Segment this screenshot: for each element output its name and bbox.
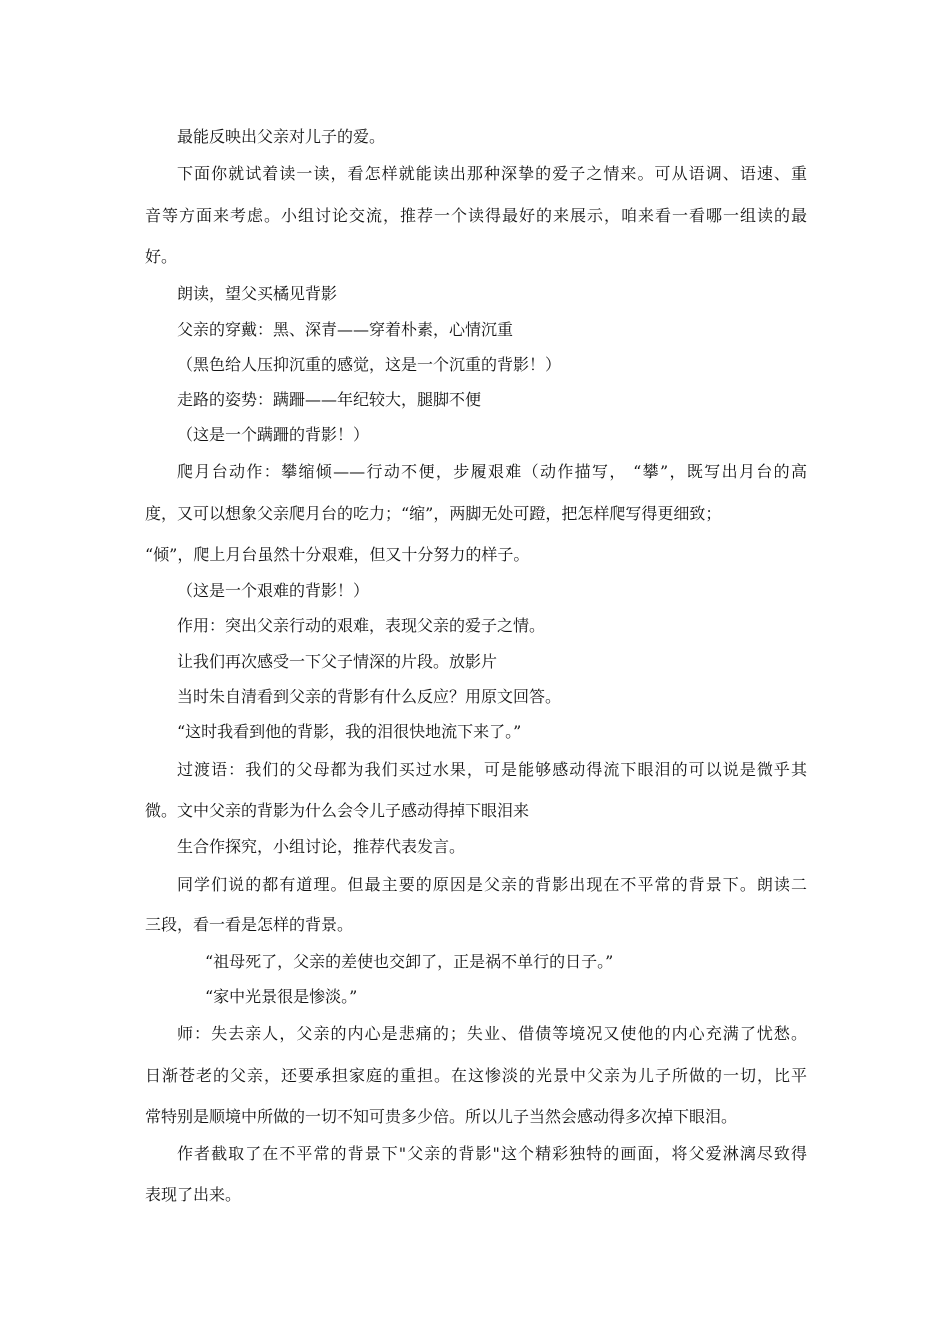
text-line-11: 度，又可以想象父亲爬月台的吃力；“缩”，两脚无处可蹬，把怎样爬写得更细致； bbox=[145, 504, 722, 523]
text-line-22: 三段，看一看是怎样的背景。 bbox=[145, 915, 354, 934]
text-line-24: “家中光景很是惨淡。” bbox=[205, 987, 358, 1006]
text-line-14: 作用：突出父亲行动的艰难，表现父亲的爱子之情。 bbox=[177, 616, 546, 635]
text-line-16: 当时朱自清看到父亲的背影有什么反应？用原文回答。 bbox=[177, 687, 562, 706]
text-line-2: 下面你就试着读一读，看怎样就能读出那种深挚的爱子之情来。可从语调、语速、重 bbox=[177, 164, 807, 183]
text-line-7: （黑色给人压抑沉重的感觉，这是一个沉重的背影！） bbox=[177, 355, 562, 374]
text-line-29: 表现了出来。 bbox=[145, 1185, 242, 1204]
text-line-13: （这是一个艰难的背影！） bbox=[177, 581, 370, 600]
text-line-10: 爬月台动作：攀缩倾——行动不便，步履艰难（动作描写， “攀”，既写出月台的高 bbox=[177, 462, 807, 481]
text-line-12: “倾”，爬上月台虽然十分艰难，但又十分努力的样子。 bbox=[145, 545, 530, 564]
text-line-23: “祖母死了，父亲的差使也交卸了，正是祸不单行的日子。” bbox=[205, 952, 614, 971]
text-line-19: 微。文中父亲的背影为什么会令儿子感动得掉下眼泪来 bbox=[145, 801, 530, 820]
text-line-17: “这时我看到他的背影，我的泪很快地流下来了。” bbox=[177, 722, 522, 741]
text-line-3: 音等方面来考虑。小组讨论交流，推荐一个读得最好的来展示，咱来看一看哪一组读的最 bbox=[145, 206, 807, 225]
text-line-4: 好。 bbox=[145, 247, 178, 266]
text-line-9: （这是一个蹒跚的背影！） bbox=[177, 425, 370, 444]
text-line-27: 常特别是顺境中所做的一切不知可贵多少倍。所以儿子当然会感动得多次掉下眼泪。 bbox=[145, 1107, 738, 1126]
text-line-1: 最能反映出父亲对儿子的爱。 bbox=[177, 127, 386, 146]
text-line-15: 让我们再次感受一下父子情深的片段。放影片 bbox=[177, 652, 498, 671]
text-line-5: 朗读，望父买橘见背影 bbox=[177, 284, 338, 303]
text-line-28: 作者截取了在不平常的背景下"父亲的背影"这个精彩独特的画面，将父爱淋漓尽致得 bbox=[177, 1144, 807, 1163]
text-line-8: 走路的姿势：蹒跚——年纪较大，腿脚不便 bbox=[177, 390, 482, 409]
text-line-26: 日渐苍老的父亲，还要承担家庭的重担。在这惨淡的光景中父亲为儿子所做的一切，比平 bbox=[145, 1066, 807, 1085]
text-line-21: 同学们说的都有道理。但最主要的原因是父亲的背影出现在不平常的背景下。朗读二 bbox=[177, 875, 807, 894]
text-line-25: 师：失去亲人，父亲的内心是悲痛的；失业、借债等境况又使他的内心充满了忧愁。 bbox=[177, 1024, 807, 1043]
text-line-18: 过渡语：我们的父母都为我们买过水果，可是能够感动得流下眼泪的可以说是微乎其 bbox=[177, 760, 807, 779]
text-line-20: 生合作探究，小组讨论，推荐代表发言。 bbox=[177, 837, 466, 856]
text-line-6: 父亲的穿戴：黑、深青——穿着朴素，心情沉重 bbox=[177, 320, 514, 339]
